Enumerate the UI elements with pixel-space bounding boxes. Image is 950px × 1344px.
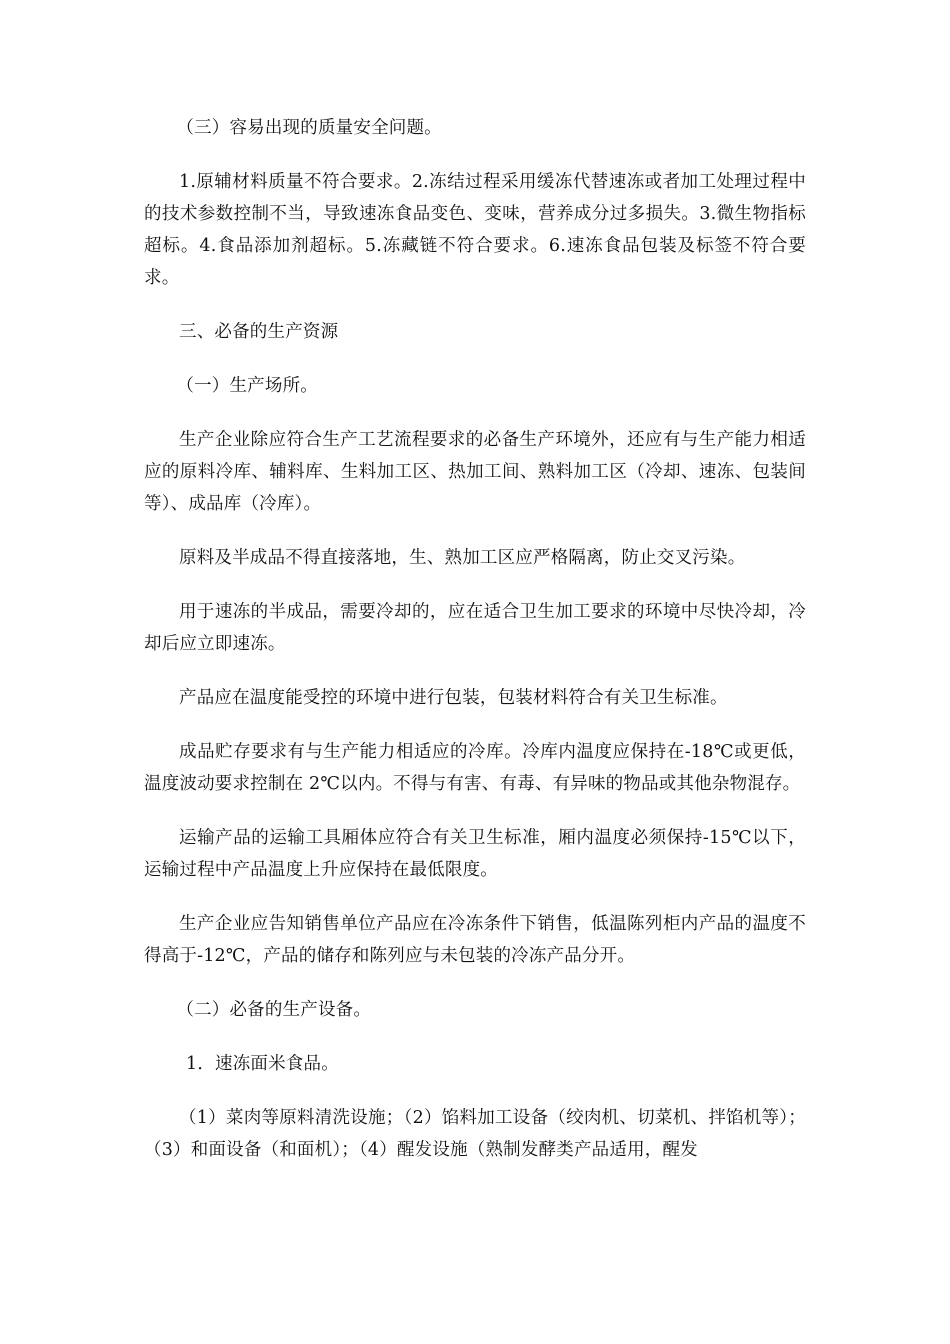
section-heading-quality-issues: （三）容易出现的质量安全问题。 [176,118,442,138]
subsection-heading-frozen-flour-rice: 1．速冻面米食品。 [186,1054,339,1074]
paragraph-production-environment: 生产企业除应符合生产工艺流程要求的必备生产环境外，还应有与生产能力相适应的原料冷库、辅料库、生料加工区、热加工间、熟料加工区（冷却、速冻、包装间等）、成品库（冷库）。 [144,430,806,514]
paragraph-quality-issues-list: 1.原辅材料质量不符合要求。2.冻结过程采用缓冻代替速冻或者加工处理过程中的技术参数控制不当，导致速冻食品变色、变味，营养成分过多损失。3.微生物指标超标。4.食品添加剂超标。5.冻藏链不符合要求。6.速冻食品包装及标签不符合要求。 [144,172,806,288]
section-heading-production-resources: 三、必备的生产资源 [179,322,339,342]
paragraph-cooling: 用于速冻的半成品，需要冷却的，应在适合卫生加工要求的环境中尽快冷却，冷却后应立即速冻。 [144,602,806,654]
paragraph-packaging: 产品应在温度能受控的环境中进行包装，包装材料符合有关卫生标准。 [179,688,728,708]
paragraph-sales-display: 生产企业应告知销售单位产品应在冷冻条件下销售，低温陈列柜内产品的温度不得高于-12℃，产品的储存和陈列应与未包装的冷冻产品分开。 [144,914,806,966]
paragraph-cold-storage: 成品贮存要求有与生产能力相适应的冷库。冷库内温度应保持在-18℃或更低，温度波动要求控制在 2℃以内。不得与有害、有毒、有异味的物品或其他杂物混存。 [144,742,806,794]
document-body [144,112,806,1188]
paragraph-transport: 运输产品的运输工具厢体应符合有关卫生标准，厢内温度必须保持-15℃以下，运输过程中产品温度上升应保持在最低限度。 [144,828,806,880]
paragraph-cross-contamination: 原料及半成品不得直接落地，生、熟加工区应严格隔离，防止交叉污染。 [179,548,746,568]
section-heading-production-equipment: （二）必备的生产设备。 [176,1000,372,1020]
section-heading-production-site: （一）生产场所。 [176,376,318,396]
paragraph-equipment-list: （1）菜肉等原料清洗设施；（2）馅料加工设备（绞肉机、切菜机、拌馅机等）；（3）和面设备（和面机）；（4）醒发设施（熟制发酵类产品适用，醒发 [144,1108,806,1160]
